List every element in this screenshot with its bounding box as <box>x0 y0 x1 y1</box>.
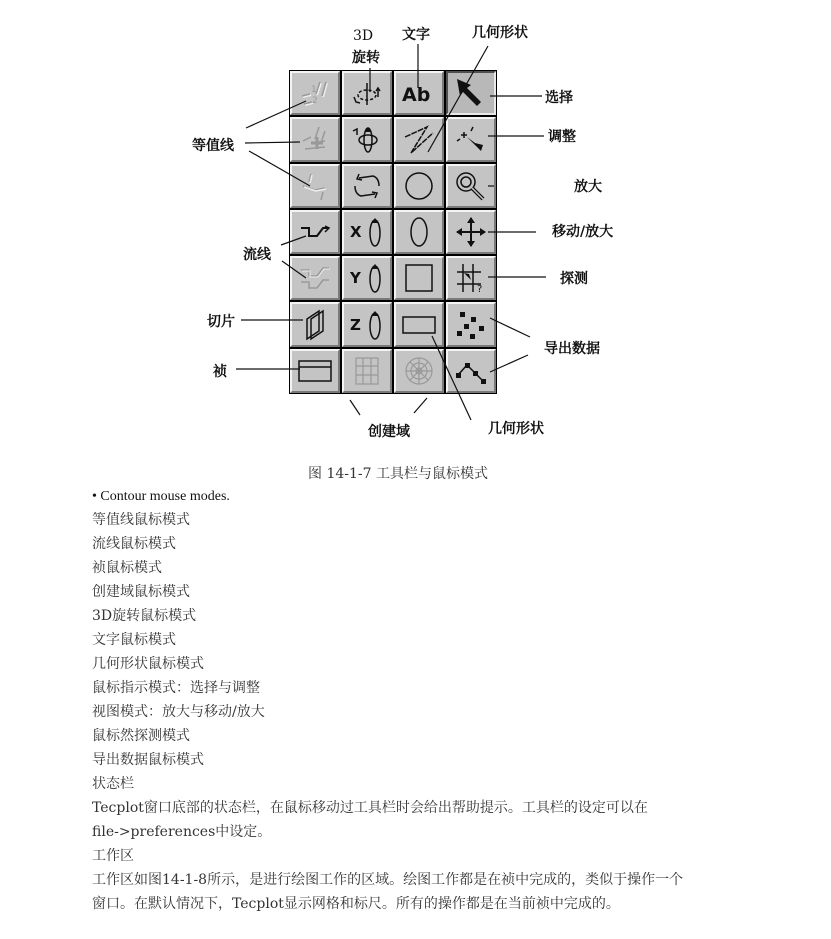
text-line: 几何形状鼠标模式 <box>92 656 204 672</box>
streamline-multi-button[interactable] <box>290 256 340 300</box>
slice-icon <box>295 307 335 343</box>
frame-icon <box>295 353 335 389</box>
label-geometry-bottom: 几何形状 <box>488 421 544 437</box>
text-line: 窗口。在默认情况下，Tecplot显示网格和标尺。所有的操作都是在当前祯中完成的。 <box>92 896 620 912</box>
body-text <box>92 486 792 916</box>
label-contour: 等值线 <box>192 138 234 154</box>
label-slice: 切片 <box>207 314 235 330</box>
extract-points-button[interactable] <box>446 302 496 346</box>
figure-caption: 图 14-1-7 工具栏与鼠标模式 <box>308 466 488 482</box>
streamline-multi-icon <box>295 260 335 296</box>
label-geometry-top: 几何形状 <box>472 25 528 41</box>
text-line: 等值线鼠标模式 <box>92 512 190 528</box>
rotate-rollerball-icon <box>347 168 387 204</box>
rotate-y-button[interactable] <box>342 256 392 300</box>
rotate-spherical-icon <box>347 121 387 157</box>
text-line: 创建域鼠标模式 <box>92 584 190 600</box>
create-rect-zone-icon <box>347 353 387 389</box>
translate-button[interactable] <box>446 210 496 254</box>
text-line: 工作区如图14-1-8所示，是进行绘图工作的区域。绘图工作都是在祯中完成的，类似于操作一个 <box>92 872 684 888</box>
extract-polyline-button[interactable] <box>446 349 496 393</box>
contour-remove-icon <box>295 168 335 204</box>
rotate-3d-icon <box>347 75 387 111</box>
label-extract-data: 导出数据 <box>544 341 600 357</box>
svg-text:2: 2 <box>312 96 318 107</box>
label-text: 文字 <box>402 27 430 43</box>
text-line: Tecplot窗口底部的状态栏，在鼠标移动过工具栏时会给出帮助提示。工具栏的设定可以在 <box>92 800 648 816</box>
bullet-heading: • Contour mouse modes. <box>92 489 230 504</box>
label-zoom: 放大 <box>574 179 602 195</box>
slice-button[interactable] <box>290 302 340 346</box>
create-rect-zone-button[interactable] <box>342 349 392 393</box>
adjust-icon <box>451 121 491 157</box>
probe-button[interactable] <box>446 256 496 300</box>
rectangle-icon <box>399 307 439 343</box>
svg-text:Ab: Ab <box>402 84 431 107</box>
section-heading-statusbar: 状态栏 <box>92 776 134 792</box>
rotate-z-button[interactable] <box>342 302 392 346</box>
rotate-3d-button[interactable] <box>342 71 392 115</box>
text-line: 3D旋转鼠标模式 <box>92 608 197 624</box>
polyline-icon <box>399 121 439 157</box>
polyline-button[interactable] <box>394 117 444 161</box>
text-line: file->preferences中设定。 <box>92 824 272 840</box>
contour-add-plus-icon <box>295 121 335 157</box>
svg-text:Z: Z <box>350 315 361 334</box>
ellipse-icon <box>399 214 439 250</box>
circle-icon <box>399 168 439 204</box>
text-line: 文字鼠标模式 <box>92 632 176 648</box>
extract-polyline-icon <box>451 353 491 389</box>
contour-add-icon <box>295 75 335 111</box>
label-select: 选择 <box>545 90 573 106</box>
extract-points-icon <box>451 307 491 343</box>
rotate-z-icon <box>347 307 387 343</box>
streamline-icon <box>295 214 335 250</box>
rotate-x-icon <box>347 214 387 250</box>
ellipse-button[interactable] <box>394 210 444 254</box>
rotate-rollerball-button[interactable] <box>342 164 392 208</box>
label-rotate-3d-line2: 旋转 <box>352 50 380 66</box>
translate-icon <box>451 214 491 250</box>
text-line: 鼠标然探测模式 <box>92 728 190 744</box>
square-button[interactable] <box>394 256 444 300</box>
probe-icon <box>451 260 491 296</box>
text-line: 视图模式：放大与移动/放大 <box>92 704 265 720</box>
contour-add-level-button[interactable] <box>290 117 340 161</box>
rotate-x-button[interactable] <box>342 210 392 254</box>
create-circle-zone-icon <box>399 353 439 389</box>
circle-button[interactable] <box>394 164 444 208</box>
contour-remove-button[interactable] <box>290 164 340 208</box>
mouse-mode-toolbar <box>289 70 497 394</box>
select-button[interactable] <box>446 71 496 115</box>
text-ab-icon <box>399 75 439 111</box>
rotate-y-icon <box>347 260 387 296</box>
contour-add-button[interactable] <box>290 71 340 115</box>
text-line: 流线鼠标模式 <box>92 536 176 552</box>
text-line: 祯鼠标模式 <box>92 560 162 576</box>
zoom-icon <box>451 168 491 204</box>
create-circle-zone-button[interactable] <box>394 349 444 393</box>
label-create-zone: 创建域 <box>368 424 410 440</box>
rectangle-button[interactable] <box>394 302 444 346</box>
svg-text:?: ? <box>477 284 483 296</box>
adjust-button[interactable] <box>446 117 496 161</box>
streamline-button[interactable] <box>290 210 340 254</box>
label-probe: 探测 <box>560 271 588 287</box>
rotate-spherical-button[interactable] <box>342 117 392 161</box>
zoom-button[interactable] <box>446 164 496 208</box>
select-arrow-icon <box>451 75 491 111</box>
label-adjust: 调整 <box>548 129 576 145</box>
svg-text:1: 1 <box>311 85 317 96</box>
svg-text:X: X <box>350 222 362 241</box>
text-line: 导出数据鼠标模式 <box>92 752 204 768</box>
text-line: 鼠标指示模式：选择与调整 <box>92 680 260 696</box>
label-rotate-3d-line1: 3D <box>353 28 374 44</box>
text-mode-button[interactable] <box>394 71 444 115</box>
section-heading-workspace: 工作区 <box>92 848 134 864</box>
label-streamline: 流线 <box>243 247 271 263</box>
frame-button[interactable] <box>290 349 340 393</box>
square-icon <box>399 260 439 296</box>
label-frame: 祯 <box>213 364 227 380</box>
label-translate-zoom: 移动/放大 <box>552 224 614 240</box>
svg-text:Y: Y <box>350 269 361 288</box>
